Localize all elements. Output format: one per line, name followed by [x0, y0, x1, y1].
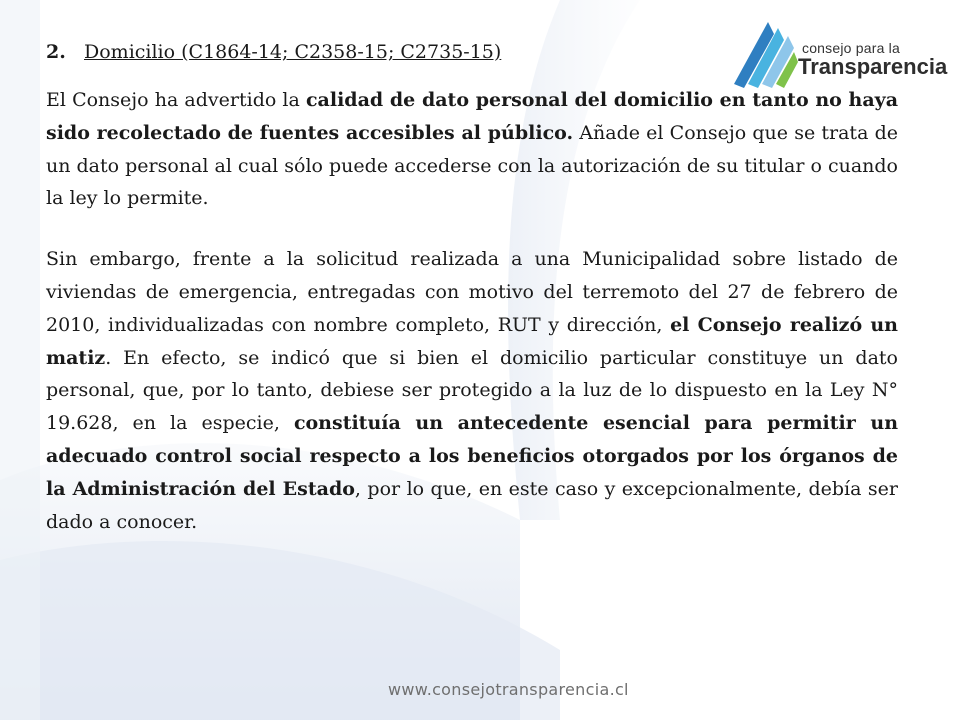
section-title: Domicilio (C1864-14; C2358-15; C2735-15) — [84, 41, 502, 63]
main-content — [46, 38, 898, 566]
paragraph-2-text-1: Sin embargo, frente a la solicitud realizada a una Municipalidad sobre listado de viviendas de emergencia, entregadas con motivo del terremoto del 27 de febrero de 2010, individualizadas con nombre completo, RUT y dirección, — [46, 248, 898, 336]
paragraph-1-text-2: Añade el Consejo que se trata de un dato personal al cual sólo puede accederse con la autorización de su titular o cuando la ley lo permite. — [46, 121, 898, 210]
paragraph-2-bold-1: el Consejo realizó un matiz — [46, 313, 898, 369]
footer-url: www.consejotransparencia.cl — [388, 680, 629, 699]
paragraph-2 — [46, 243, 898, 538]
paragraph-2-text-3: , por lo que, en este caso y excepcionalmente, debía ser dado a conocer. — [46, 477, 899, 533]
logo-text-line2: Transparencia — [798, 54, 948, 79]
logo-text-line1: consejo para la — [802, 40, 900, 56]
section-number: 2. — [46, 41, 66, 63]
section-heading — [46, 38, 898, 66]
paragraph-1-text-1: El Consejo ha advertido la — [46, 89, 306, 111]
paragraph-2-bold-2: constituía un antecedente esencial para permitir un adecuado control social respecto a los beneficios otorgados por los órganos de la Administración del Estado — [46, 412, 899, 500]
paragraph-1 — [46, 84, 898, 215]
paragraph-1-bold-1: calidad de dato personal del domicilio en tanto no haya sido recolectado de fuentes accesibles al público. — [46, 89, 898, 144]
paragraph-2-text-2: . En efecto, se indicó que si bien el domicilio particular constituye un dato personal, que, por lo tanto, debiese ser protegido a la luz de lo dispuesto en la Ley N° 19.628, en la especie, — [46, 346, 898, 435]
